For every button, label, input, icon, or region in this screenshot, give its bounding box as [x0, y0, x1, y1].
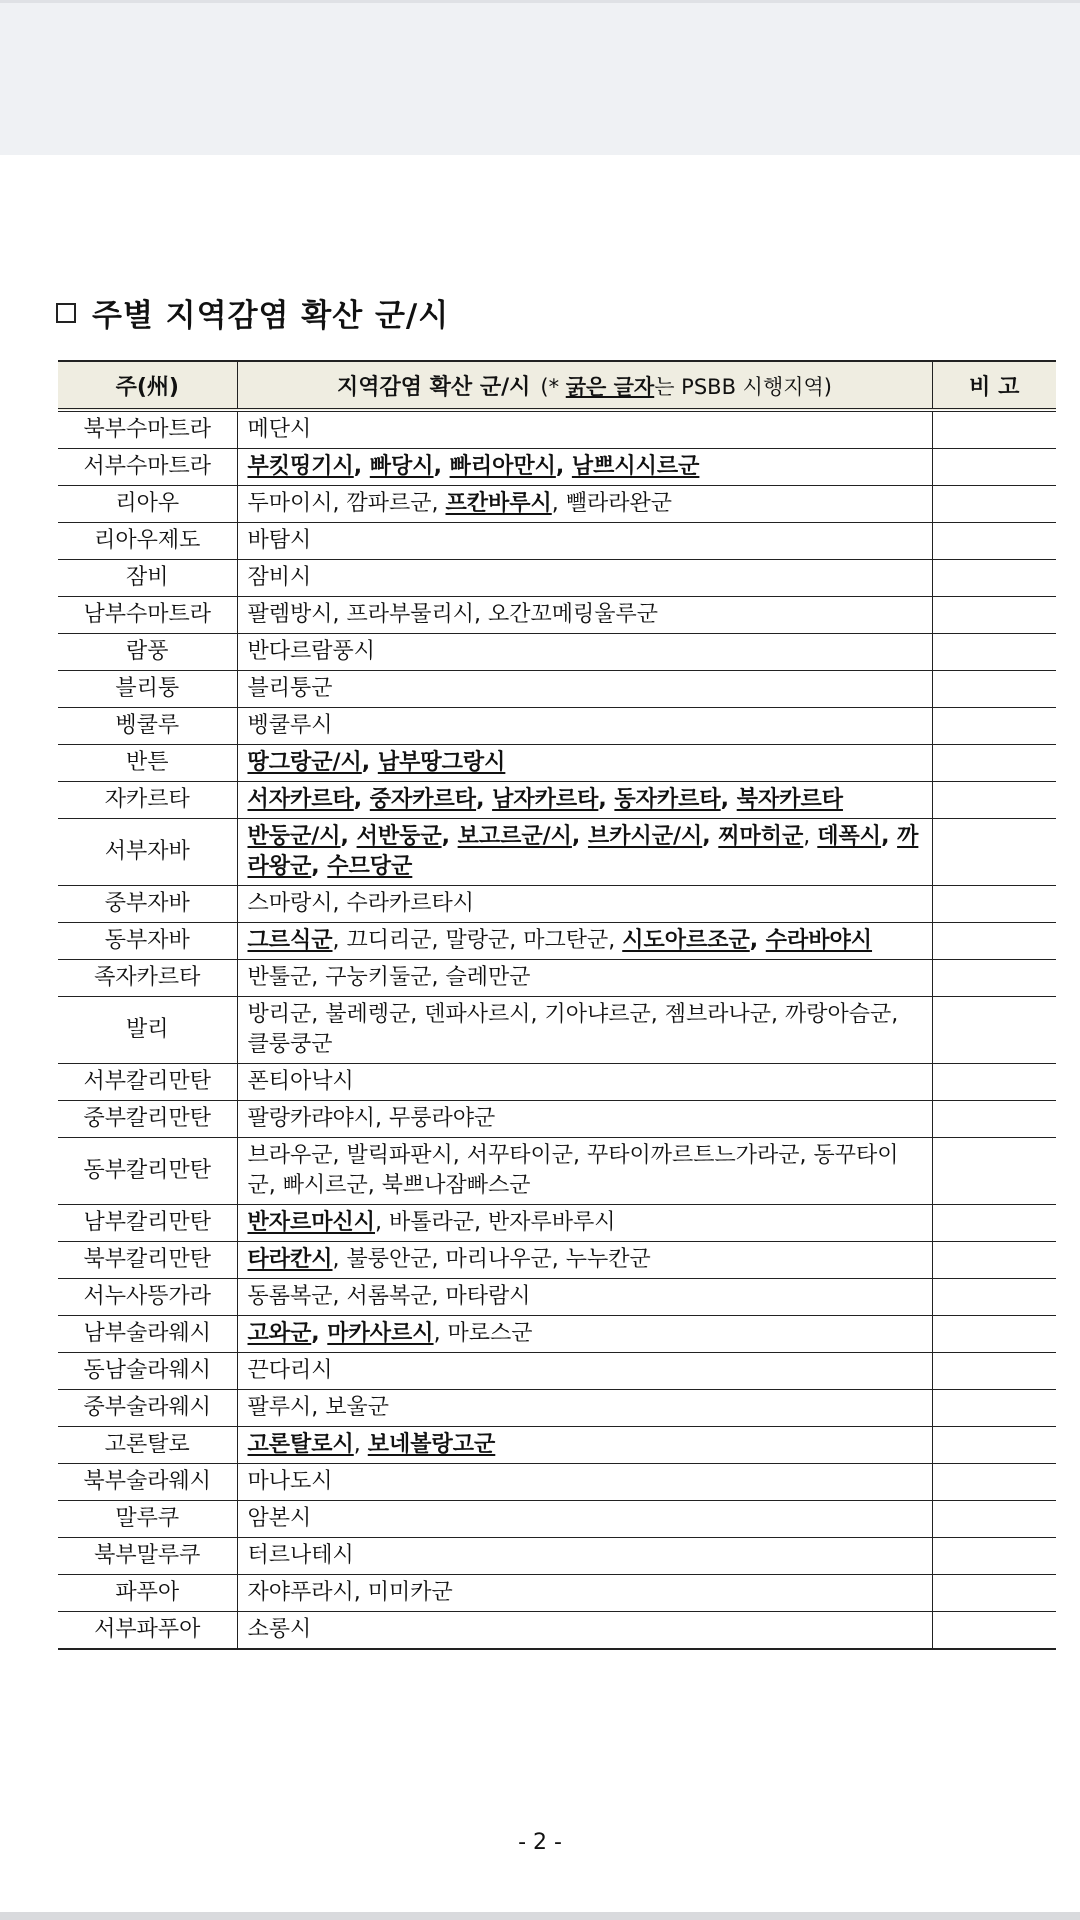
state-cell: 동남술라웨시: [58, 1353, 237, 1390]
state-cell: 반튼: [58, 745, 237, 782]
remarks-cell: [932, 1575, 1056, 1612]
cities-cell: [237, 634, 932, 671]
psbb-city: 반둥군/시: [247, 824, 341, 849]
top-gray-area: [0, 0, 1080, 155]
psbb-city: 북자카르타: [736, 787, 843, 812]
table-row: [58, 1538, 1056, 1575]
remarks-cell: [932, 1138, 1056, 1205]
state-cell: 중부술라웨시: [58, 1390, 237, 1427]
city-text: ,: [441, 824, 458, 849]
remarks-cell: [932, 449, 1056, 486]
header-note-bold: 굵은 글자: [565, 374, 655, 399]
remarks-cell: [932, 560, 1056, 597]
top-edge: [0, 0, 1080, 3]
cities-cell: [237, 1427, 932, 1464]
cities-cell: [237, 1538, 932, 1575]
state-cell: 남부수마트라: [58, 597, 237, 634]
cities-cell: [237, 708, 932, 745]
city-text: , 불룽안군, 마리나우군, 누누칸군: [332, 1247, 651, 1272]
city-text: ,: [571, 824, 588, 849]
psbb-city: 보고르군/시: [457, 824, 572, 849]
section-title: [56, 290, 449, 335]
state-cell: 북부말루쿠: [58, 1538, 237, 1575]
psbb-city: 까라왕군: [247, 824, 919, 879]
remarks-cell: [932, 597, 1056, 634]
remarks-cell: [932, 1538, 1056, 1575]
cities-cell: [237, 1205, 932, 1242]
table-row: [58, 1353, 1056, 1390]
city-text: 팔렘방시, 프라부물리시, 오간꼬메링울루군: [247, 602, 659, 627]
cities-cell: [237, 1101, 932, 1138]
table-row: [58, 410, 1056, 449]
psbb-city: 남자카르타: [492, 787, 599, 812]
psbb-city: 반자르마신시: [247, 1210, 376, 1235]
state-cell: 람풍: [58, 634, 237, 671]
table-row: [58, 1575, 1056, 1612]
remarks-cell: [932, 1205, 1056, 1242]
psbb-city: 그르식군: [247, 928, 333, 953]
city-text: ,: [749, 928, 766, 953]
city-text: 반다르람풍시: [247, 639, 376, 664]
table-row: [58, 671, 1056, 708]
state-cell: 서부자바: [58, 819, 237, 886]
remarks-cell: [932, 1501, 1056, 1538]
city-text: 팔루시, 보울군: [247, 1395, 389, 1420]
city-text: 터르나테시: [247, 1543, 354, 1568]
table-row: [58, 1464, 1056, 1501]
city-text: ,: [361, 750, 378, 775]
table-row: [58, 1427, 1056, 1464]
remarks-cell: [932, 671, 1056, 708]
cities-cell: [237, 819, 932, 886]
cities-cell: [237, 1064, 932, 1101]
state-cell: 파푸아: [58, 1575, 237, 1612]
table-row: [58, 782, 1056, 819]
city-text: 스마랑시, 수라카르타시: [247, 891, 475, 916]
psbb-city: 빠당시: [369, 454, 434, 479]
psbb-city: 브카시군/시: [587, 824, 703, 849]
page-number: - 2 -: [518, 1830, 562, 1855]
psbb-city: 빠리아만시: [449, 454, 556, 479]
remarks-cell: [932, 486, 1056, 523]
header-note: [540, 375, 832, 399]
city-text: ,: [353, 1432, 368, 1457]
header-cities-label: 지역감염 확산 군/시: [337, 374, 531, 400]
city-text: ,: [720, 787, 737, 812]
header-state: 주(州): [58, 361, 237, 410]
psbb-city: 시도아르조군: [622, 928, 750, 953]
state-cell: 동부칼리만탄: [58, 1138, 237, 1205]
state-cell: 잠비: [58, 560, 237, 597]
table-row: [58, 1138, 1056, 1205]
table-row: [58, 708, 1056, 745]
psbb-city: 동자카르타: [614, 787, 721, 812]
table-row: [58, 597, 1056, 634]
remarks-cell: [932, 960, 1056, 997]
city-text: ,: [311, 1321, 328, 1346]
cities-cell: [237, 597, 932, 634]
psbb-city: 프칸바루시: [445, 491, 552, 516]
psbb-city: 수므당군: [327, 854, 413, 879]
table-body: [58, 410, 1056, 1649]
cities-cell: [237, 410, 932, 449]
table-row: [58, 997, 1056, 1064]
state-cell: 중부자바: [58, 886, 237, 923]
table-row: [58, 886, 1056, 923]
psbb-city: 타라칸시: [247, 1247, 333, 1272]
state-cell: 발리: [58, 997, 237, 1064]
city-text: 소롱시: [247, 1617, 312, 1642]
table-row: [58, 634, 1056, 671]
state-cell: 동부자바: [58, 923, 237, 960]
state-cell: 리아우제도: [58, 523, 237, 560]
remarks-cell: [932, 886, 1056, 923]
table-row: [58, 1316, 1056, 1353]
city-text: 팔랑카랴야시, 무룽라야군: [247, 1106, 496, 1131]
psbb-city: 중자카르타: [369, 787, 477, 812]
city-text: ,: [881, 824, 898, 849]
remarks-cell: [932, 1427, 1056, 1464]
city-text: 자야푸라시, 미미카군: [247, 1580, 453, 1605]
table-row: [58, 745, 1056, 782]
remarks-cell: [932, 1464, 1056, 1501]
city-text: , 마로스군: [433, 1321, 533, 1346]
cities-cell: [237, 745, 932, 782]
city-text: 방리군, 불레렝군, 덴파사르시, 기아냐르군, 젬브라나군, 까랑아슴군, 클룽쿵군: [247, 1002, 899, 1057]
table-row: [58, 1501, 1056, 1538]
cities-cell: [237, 782, 932, 819]
state-cell: 남부칼리만탄: [58, 1205, 237, 1242]
cities-cell: [237, 1575, 932, 1612]
state-cell: 고론탈로: [58, 1427, 237, 1464]
state-cell: 자카르타: [58, 782, 237, 819]
city-text: ,: [476, 787, 493, 812]
table-row: [58, 1242, 1056, 1279]
remarks-cell: [932, 1064, 1056, 1101]
cities-cell: [237, 1464, 932, 1501]
psbb-city: 서반둥군: [356, 824, 442, 849]
city-text: ,: [311, 854, 328, 879]
cities-cell: [237, 1138, 932, 1205]
cities-cell: [237, 671, 932, 708]
remarks-cell: [932, 708, 1056, 745]
psbb-city: 남부땅그랑시: [377, 750, 506, 775]
state-cell: 블리퉁: [58, 671, 237, 708]
city-text: ,: [433, 454, 450, 479]
cities-cell: [237, 1390, 932, 1427]
psbb-city: 부킷띵기시: [247, 454, 354, 479]
cities-cell: [237, 1501, 932, 1538]
cities-table: [58, 360, 1056, 1650]
state-cell: 서누사뜽가라: [58, 1279, 237, 1316]
cities-cell: [237, 486, 932, 523]
city-text: , 바톨라군, 반자루바루시: [375, 1210, 616, 1235]
remarks-cell: [932, 1612, 1056, 1650]
cities-cell: [237, 960, 932, 997]
header-note-open: (*: [540, 374, 566, 399]
table-row: [58, 560, 1056, 597]
city-text: ,: [353, 454, 370, 479]
header-cities: [237, 361, 932, 410]
header-remarks: 비 고: [932, 361, 1056, 410]
city-text: 끈다리시: [247, 1358, 333, 1383]
city-text: 동롬복군, 서롬복군, 마타람시: [247, 1284, 531, 1309]
psbb-city: 수라바야시: [765, 928, 873, 953]
table-row: [58, 523, 1056, 560]
state-cell: 벵쿨루: [58, 708, 237, 745]
table-row: [58, 960, 1056, 997]
remarks-cell: [932, 410, 1056, 449]
city-text: ,: [803, 824, 818, 849]
section-title-text: 주별 지역감염 확산 군/시: [92, 298, 450, 334]
remarks-cell: [932, 782, 1056, 819]
header-note-rest: 는 PSBB 시행지역): [654, 374, 832, 399]
state-cell: 서부파푸아: [58, 1612, 237, 1650]
city-text: 폰티아낙시: [247, 1069, 354, 1094]
city-text: 암본시: [247, 1506, 312, 1531]
city-text: 두마이시, 깜파르군,: [247, 491, 446, 516]
remarks-cell: [932, 997, 1056, 1064]
table-row: [58, 449, 1056, 486]
psbb-city: 고론탈로시: [247, 1432, 354, 1457]
psbb-city: 서자카르타: [247, 787, 354, 812]
cities-cell: [237, 523, 932, 560]
city-text: , 끄디리군, 말랑군, 마그탄군,: [332, 928, 623, 953]
cities-cell: [237, 923, 932, 960]
remarks-cell: [932, 634, 1056, 671]
cities-cell: [237, 1242, 932, 1279]
remarks-cell: [932, 745, 1056, 782]
city-text: 벵쿨루시: [247, 713, 333, 738]
city-text: 메단시: [247, 417, 312, 442]
state-cell: 서부수마트라: [58, 449, 237, 486]
remarks-cell: [932, 1101, 1056, 1138]
psbb-city: 마카사르시: [327, 1321, 434, 1346]
remarks-cell: [932, 1316, 1056, 1353]
state-cell: 중부칼리만탄: [58, 1101, 237, 1138]
psbb-city: 데폭시: [817, 824, 882, 849]
city-text: , 뺄라라완군: [551, 491, 673, 516]
remarks-cell: [932, 1390, 1056, 1427]
city-text: 브라우군, 발릭파판시, 서꾸타이군, 꾸타이까르트느가라군, 동꾸타이군, 빠시르군, 북쁘나잠빠스군: [247, 1143, 899, 1198]
bottom-edge: [0, 1912, 1080, 1920]
state-cell: 리아우: [58, 486, 237, 523]
psbb-city: 보네볼랑고군: [367, 1432, 496, 1457]
state-cell: 서부칼리만탄: [58, 1064, 237, 1101]
remarks-cell: [932, 1279, 1056, 1316]
city-text: 잠비시: [247, 565, 312, 590]
city-text: ,: [702, 824, 719, 849]
table-row: [58, 486, 1056, 523]
table-row: [58, 1064, 1056, 1101]
city-text: ,: [340, 824, 357, 849]
state-cell: 북부술라웨시: [58, 1464, 237, 1501]
city-text: 마나도시: [247, 1469, 333, 1494]
cities-cell: [237, 886, 932, 923]
table-row: [58, 1390, 1056, 1427]
remarks-cell: [932, 523, 1056, 560]
city-text: 바탐시: [247, 528, 312, 553]
cities-cell: [237, 1612, 932, 1650]
cities-cell: [237, 560, 932, 597]
cities-cell: [237, 449, 932, 486]
table-row: [58, 819, 1056, 886]
remarks-cell: [932, 923, 1056, 960]
city-text: ,: [598, 787, 615, 812]
table-header-row: [58, 361, 1056, 410]
cities-cell: [237, 997, 932, 1064]
psbb-city: 땅그랑군/시: [247, 750, 362, 775]
state-cell: 북부칼리만탄: [58, 1242, 237, 1279]
table-row: [58, 1205, 1056, 1242]
table-row: [58, 1101, 1056, 1138]
state-cell: 족자카르타: [58, 960, 237, 997]
cities-cell: [237, 1353, 932, 1390]
table-row: [58, 1279, 1056, 1316]
city-text: ,: [555, 454, 572, 479]
state-cell: 북부수마트라: [58, 410, 237, 449]
cities-cell: [237, 1279, 932, 1316]
psbb-city: 고와군: [247, 1321, 312, 1346]
cities-cell: [237, 1316, 932, 1353]
remarks-cell: [932, 1353, 1056, 1390]
remarks-cell: [932, 819, 1056, 886]
table-row: [58, 923, 1056, 960]
city-text: 블리퉁군: [247, 676, 333, 701]
remarks-cell: [932, 1242, 1056, 1279]
state-cell: 남부술라웨시: [58, 1316, 237, 1353]
psbb-city: 남쁘시시르군: [571, 454, 700, 479]
state-cell: 말루쿠: [58, 1501, 237, 1538]
checkbox-icon: [56, 303, 76, 323]
psbb-city: 찌마히군: [718, 824, 804, 849]
city-text: 반툴군, 구눙키둘군, 슬레만군: [247, 965, 531, 990]
city-text: ,: [353, 787, 370, 812]
table-row: [58, 1612, 1056, 1650]
